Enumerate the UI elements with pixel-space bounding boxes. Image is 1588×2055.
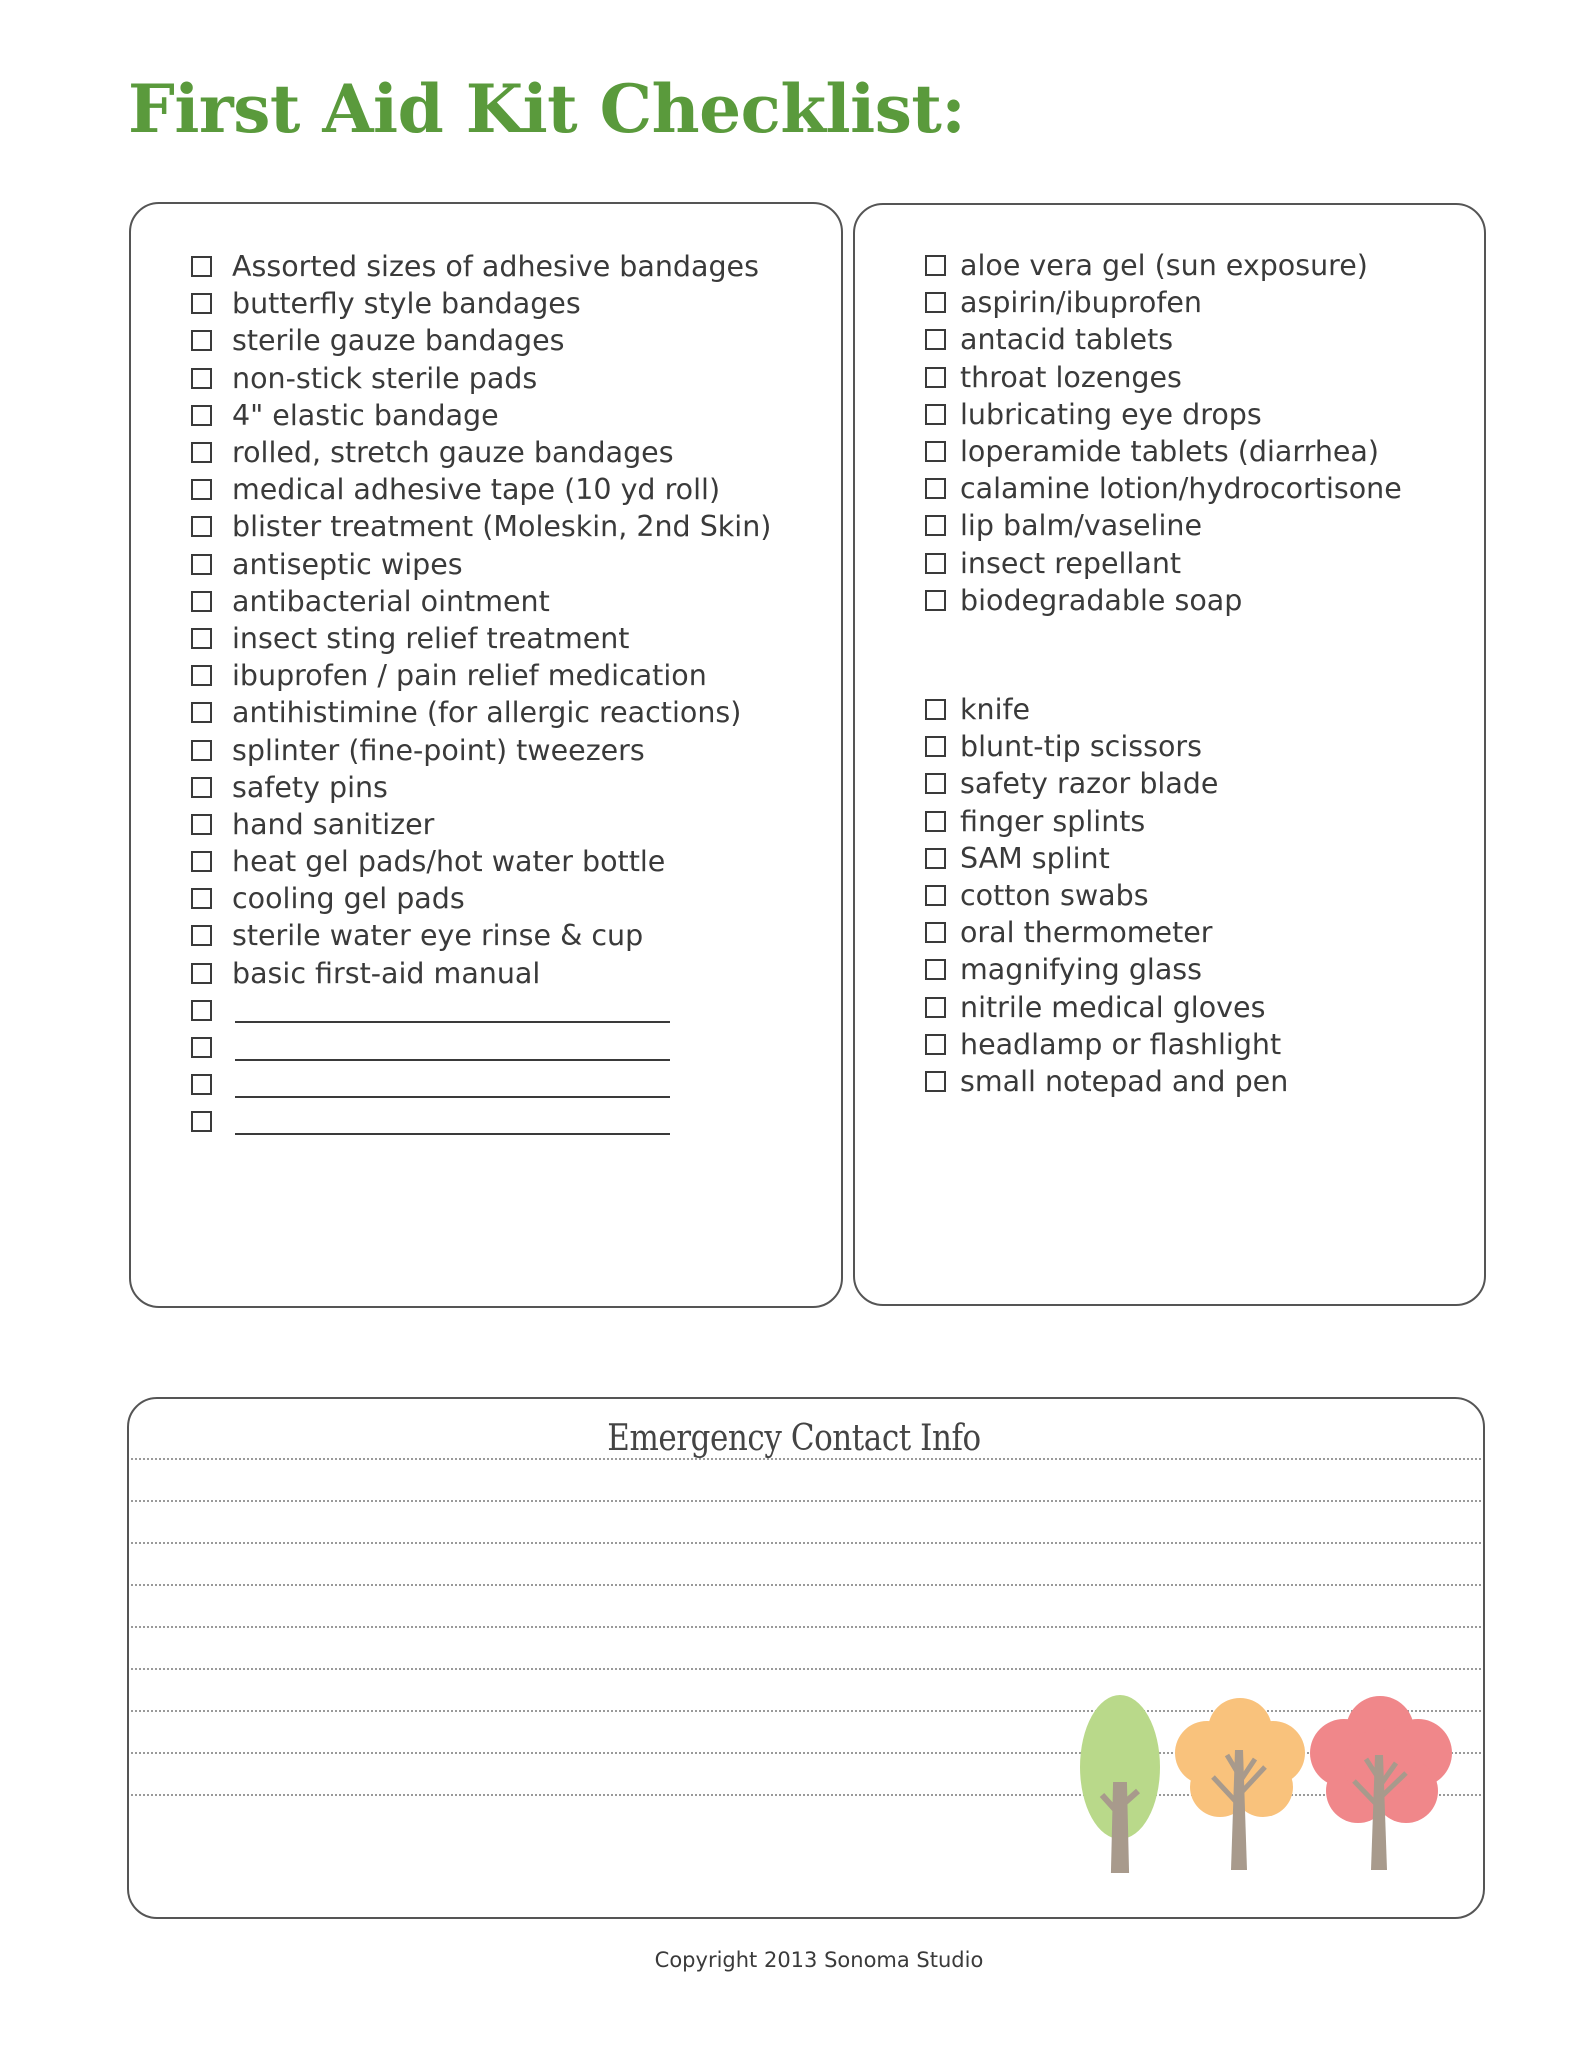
checkbox[interactable] <box>925 1071 946 1092</box>
blank-checklist-item[interactable] <box>191 1029 771 1066</box>
checklist-item[interactable] <box>925 507 1402 544</box>
checkbox[interactable] <box>191 702 212 723</box>
checkbox[interactable] <box>191 330 212 351</box>
checklist-item-label: nitrile medical gloves <box>960 990 1266 1024</box>
checklist-item-label: Assorted sizes of adhesive bandages <box>232 250 759 284</box>
checklist-item[interactable] <box>191 806 771 843</box>
checkbox[interactable] <box>925 367 946 388</box>
checklist-item-label: magnifying glass <box>960 953 1202 987</box>
checklist-item-label: oral thermometer <box>960 916 1213 950</box>
checklist-item[interactable] <box>925 284 1402 321</box>
checklist-item-label: lip balm/vaseline <box>960 509 1202 543</box>
checklist-item-label: butterfly style bandages <box>232 287 581 321</box>
checklist-item[interactable] <box>191 360 771 397</box>
checkbox[interactable] <box>191 777 212 798</box>
checkbox[interactable] <box>925 959 946 980</box>
checklist-right-medications <box>925 247 1402 619</box>
checklist-item[interactable] <box>191 546 771 583</box>
checklist-item[interactable] <box>925 691 1288 728</box>
contact-line[interactable] <box>131 1626 1481 1628</box>
checkbox[interactable] <box>191 442 212 463</box>
orange-tree-icon <box>1175 1698 1305 1870</box>
checkbox[interactable] <box>191 740 212 761</box>
checkbox[interactable] <box>925 773 946 794</box>
checkbox[interactable] <box>925 329 946 350</box>
checkbox[interactable] <box>925 292 946 313</box>
checklist-item[interactable] <box>191 694 771 731</box>
checkbox[interactable] <box>191 1074 212 1095</box>
checklist-item-label: small notepad and pen <box>960 1064 1289 1098</box>
checklist-item[interactable] <box>925 582 1402 619</box>
checklist-item[interactable] <box>191 731 771 768</box>
checkbox[interactable] <box>191 1037 212 1058</box>
checkbox[interactable] <box>925 515 946 536</box>
checklist-left <box>191 248 771 1141</box>
checkbox[interactable] <box>191 1111 212 1132</box>
checklist-item[interactable] <box>191 508 771 545</box>
checklist-item-label: blister treatment (Moleskin, 2nd Skin) <box>232 510 772 544</box>
checkbox[interactable] <box>191 1000 212 1021</box>
checkbox[interactable] <box>191 665 212 686</box>
checklist-item-label: insect repellant <box>960 546 1182 580</box>
emergency-contact-title: Emergency Contact Info <box>607 1418 981 1459</box>
checklist-item[interactable] <box>191 285 771 322</box>
checkbox[interactable] <box>191 888 212 909</box>
checkbox[interactable] <box>191 479 212 500</box>
write-in-line[interactable] <box>235 1035 670 1061</box>
checklist-item[interactable] <box>925 1063 1288 1100</box>
checklist-item[interactable] <box>925 396 1402 433</box>
checklist-item[interactable] <box>191 434 771 471</box>
checklist-item-label: biodegradable soap <box>960 583 1243 617</box>
checklist-item[interactable] <box>925 803 1288 840</box>
checklist-item-label: heat gel pads/hot water bottle <box>232 845 666 879</box>
checklist-item-label: antihistimine (for allergic reactions) <box>232 696 742 730</box>
checkbox[interactable] <box>925 885 946 906</box>
checklist-item[interactable] <box>925 247 1402 284</box>
copyright-footer: Copyright 2013 Sonoma Studio <box>654 1948 984 1972</box>
checkbox[interactable] <box>925 478 946 499</box>
checklist-item-label: safety razor blade <box>960 767 1219 801</box>
checkbox[interactable] <box>191 963 212 984</box>
checklist-item[interactable] <box>191 880 771 917</box>
checkbox[interactable] <box>191 293 212 314</box>
checkbox[interactable] <box>191 368 212 389</box>
checklist-item[interactable] <box>925 840 1288 877</box>
checkbox[interactable] <box>925 255 946 276</box>
contact-line[interactable] <box>131 1584 1481 1586</box>
checklist-item[interactable] <box>925 951 1288 988</box>
checklist-item-label: medical adhesive tape (10 yd roll) <box>232 473 721 507</box>
blank-checklist-item[interactable] <box>191 1066 771 1103</box>
checklist-item[interactable] <box>925 877 1288 914</box>
write-in-line[interactable] <box>235 1109 670 1135</box>
checklist-item-label: non-stick sterile pads <box>232 361 538 395</box>
checklist-item[interactable] <box>925 470 1402 507</box>
checklist-item-label: sterile gauze bandages <box>232 324 565 358</box>
blank-checklist-item[interactable] <box>191 1103 771 1140</box>
checklist-item[interactable] <box>925 765 1288 802</box>
checklist-item-label: throat lozenges <box>960 360 1182 394</box>
checklist-item[interactable] <box>191 917 771 954</box>
checklist-item-label: finger splints <box>960 804 1146 838</box>
checklist-item[interactable] <box>191 843 771 880</box>
checkbox[interactable] <box>191 405 212 426</box>
contact-line[interactable] <box>131 1668 1481 1670</box>
checklist-item-label: headlamp or flashlight <box>960 1027 1282 1061</box>
checkbox[interactable] <box>925 1034 946 1055</box>
checkbox[interactable] <box>191 851 212 872</box>
checkbox[interactable] <box>925 848 946 869</box>
checklist-item-label: hand sanitizer <box>232 807 435 841</box>
checklist-item-label: blunt-tip scissors <box>960 730 1202 764</box>
write-in-line[interactable] <box>235 997 670 1023</box>
checkbox[interactable] <box>925 441 946 462</box>
checklist-item-label: basic first-aid manual <box>232 956 541 990</box>
checklist-item-label: ibuprofen / pain relief medication <box>232 659 707 693</box>
checklist-item-label: aloe vera gel (sun exposure) <box>960 249 1368 283</box>
page-title: First Aid Kit Checklist: <box>128 70 966 148</box>
checklist-item-label: cotton swabs <box>960 879 1149 913</box>
checklist-item-label: antiseptic wipes <box>232 547 463 581</box>
checklist-item[interactable] <box>191 620 771 657</box>
checklist-item[interactable] <box>191 657 771 694</box>
checkbox[interactable] <box>925 997 946 1018</box>
checkbox[interactable] <box>925 699 946 720</box>
checklist-item[interactable] <box>925 433 1402 470</box>
checkbox[interactable] <box>191 591 212 612</box>
checklist-item-label: calamine lotion/hydrocortisone <box>960 472 1402 506</box>
checklist-item-label: SAM splint <box>960 841 1110 875</box>
checklist-item[interactable] <box>925 728 1288 765</box>
checkbox[interactable] <box>191 516 212 537</box>
checkbox[interactable] <box>191 554 212 575</box>
contact-line[interactable] <box>131 1458 1481 1460</box>
checkbox[interactable] <box>191 628 212 649</box>
checklist-item[interactable] <box>925 914 1288 951</box>
checklist-right-tools <box>925 691 1288 1100</box>
checklist-item-label: antacid tablets <box>960 323 1174 357</box>
checkbox[interactable] <box>925 736 946 757</box>
checklist-item[interactable] <box>191 769 771 806</box>
checkbox[interactable] <box>191 925 212 946</box>
checklist-item[interactable] <box>191 397 771 434</box>
contact-line[interactable] <box>131 1542 1481 1544</box>
checklist-item-label: rolled, stretch gauze bandages <box>232 436 674 470</box>
pink-tree-icon <box>1310 1696 1452 1870</box>
checklist-item-label: splinter (fine-point) tweezers <box>232 733 645 767</box>
checklist-item-label: lubricating eye drops <box>960 397 1262 431</box>
contact-line[interactable] <box>131 1500 1481 1502</box>
checklist-item-label: antibacterial ointment <box>232 584 550 618</box>
checklist-item-label: cooling gel pads <box>232 882 465 916</box>
checklist-item[interactable] <box>191 471 771 508</box>
checklist-item-label: knife <box>960 693 1031 727</box>
checkbox[interactable] <box>925 922 946 943</box>
checklist-item[interactable] <box>191 583 771 620</box>
checklist-item-label: 4" elastic bandage <box>232 398 499 432</box>
write-in-line[interactable] <box>235 1072 670 1098</box>
green-tree-icon <box>1080 1695 1160 1870</box>
blank-checklist-item[interactable] <box>191 992 771 1029</box>
checklist-item[interactable] <box>925 545 1402 582</box>
checklist-item[interactable] <box>925 321 1402 358</box>
checklist-item-label: aspirin/ibuprofen <box>960 286 1202 320</box>
checklist-item-label: safety pins <box>232 770 388 804</box>
checklist-item-label: insect sting relief treatment <box>232 621 630 655</box>
checklist-item[interactable] <box>191 322 771 359</box>
checklist-item[interactable] <box>925 1026 1288 1063</box>
checklist-item[interactable] <box>191 955 771 992</box>
checklist-item-label: loperamide tablets (diarrhea) <box>960 435 1379 469</box>
checklist-item[interactable] <box>925 989 1288 1026</box>
checklist-item[interactable] <box>191 248 771 285</box>
checkbox[interactable] <box>925 553 946 574</box>
checkbox[interactable] <box>925 404 946 425</box>
trees-illustration <box>1080 1695 1470 1895</box>
checkbox[interactable] <box>925 590 946 611</box>
checklist-item-label: sterile water eye rinse & cup <box>232 919 644 953</box>
checkbox[interactable] <box>191 256 212 277</box>
checkbox[interactable] <box>191 814 212 835</box>
checklist-item[interactable] <box>925 359 1402 396</box>
checkbox[interactable] <box>925 811 946 832</box>
